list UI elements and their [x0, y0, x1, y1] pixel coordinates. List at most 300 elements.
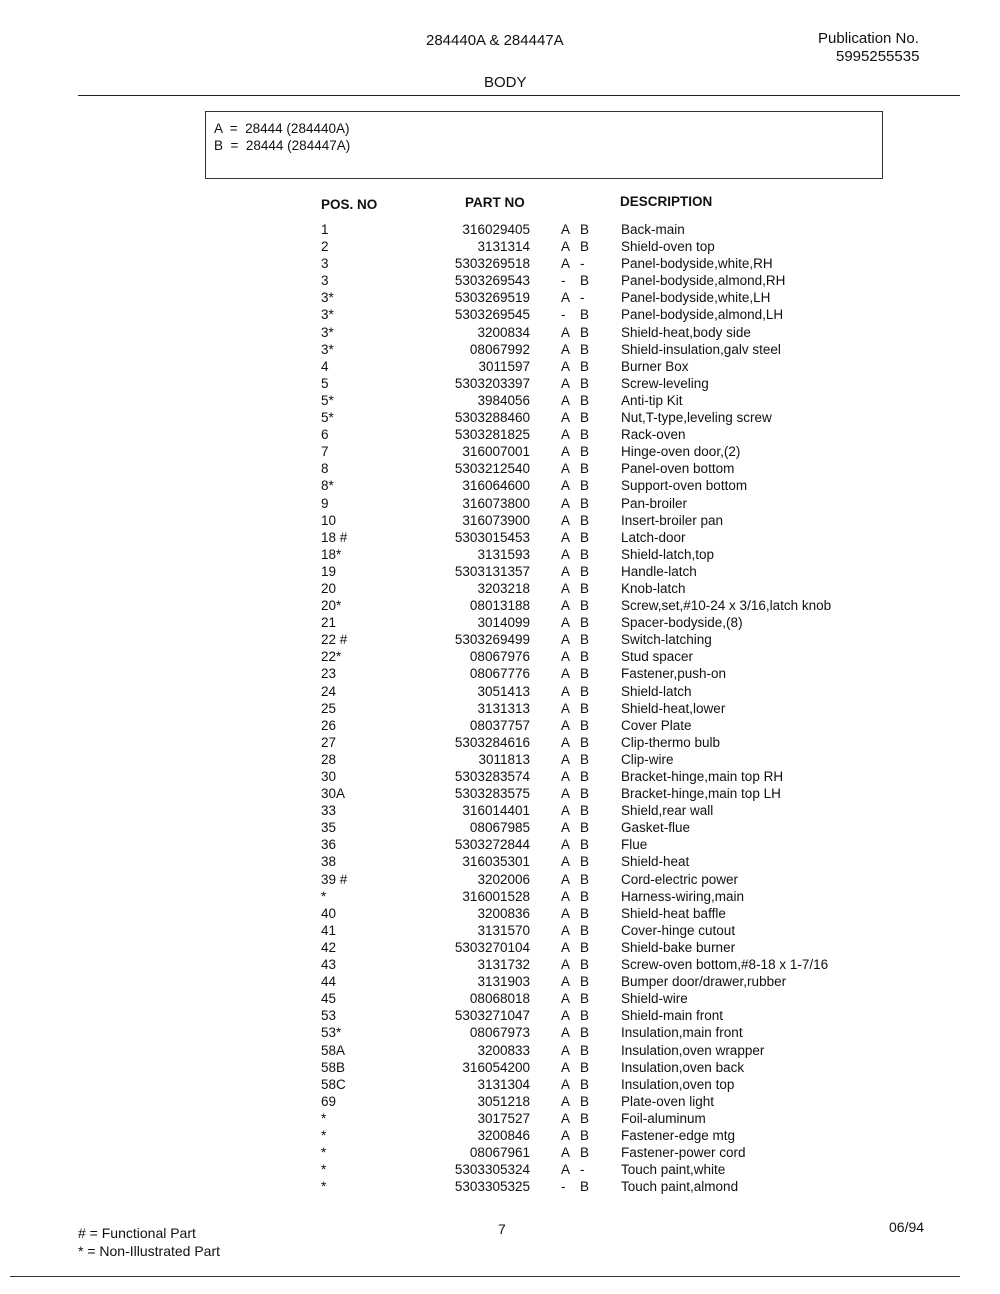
description-cell: Bracket-hinge,main top LH — [621, 786, 781, 802]
description-cell: Screw-oven bottom,#8-18 x 1-7/16 — [621, 957, 829, 973]
model-b-cell: B — [580, 495, 590, 511]
part-number-cell: 5303212540 — [454, 461, 530, 477]
model-a-cell: A — [561, 769, 571, 784]
model-a-cell: A — [561, 1145, 571, 1161]
pos-cell: 58C — [321, 1076, 346, 1092]
model-b-cell: B — [580, 991, 590, 1007]
revision-date: 06/94 — [889, 1219, 925, 1235]
model-b-cell: B — [580, 546, 590, 562]
model-b-cell: B — [580, 580, 590, 596]
model-b-cell: B — [580, 939, 590, 955]
part-number-cell: 3200836 — [477, 905, 530, 921]
model-a-cell: A — [561, 478, 571, 494]
model-a-cell: A — [561, 888, 571, 904]
pos-cell: 26 — [321, 717, 337, 733]
table-row — [0, 478, 1000, 495]
table-row — [0, 889, 1000, 906]
table-row — [0, 1111, 1000, 1128]
pos-cell: 39 # — [321, 871, 348, 887]
pos-cell: 20* — [321, 598, 342, 614]
pos-cell: 33 — [321, 803, 337, 819]
model-a-cell: A — [561, 734, 571, 750]
table-row — [0, 598, 1000, 615]
description-cell: Knob-latch — [621, 580, 686, 596]
part-number-cell: 08067992 — [469, 341, 530, 357]
model-a-cell: A — [561, 666, 571, 682]
description-cell: Fastener-edge mtg — [621, 1127, 736, 1143]
description-cell: Panel-bodyside,white,LH — [621, 290, 771, 306]
model-a-cell: A — [561, 598, 571, 614]
description-cell: Latch-door — [621, 529, 686, 545]
table-row — [0, 769, 1000, 786]
description-cell: Stud spacer — [621, 649, 694, 665]
pos-cell: * — [321, 1179, 327, 1195]
description-cell: Panel-bodyside,almond,LH — [621, 307, 784, 323]
pos-cell: 1 — [321, 222, 329, 237]
part-number-cell: 3017527 — [477, 1110, 530, 1126]
description-cell: Insert-broiler pan — [621, 512, 724, 528]
table-row — [0, 1145, 1000, 1162]
pos-cell: 10 — [321, 512, 337, 528]
description-cell: Panel-bodyside,white,RH — [621, 256, 773, 272]
table-row — [0, 735, 1000, 752]
part-number-cell: 5303269543 — [454, 273, 530, 289]
pos-cell: 22* — [321, 649, 342, 665]
table-row — [0, 307, 1000, 324]
part-number-cell: 3200846 — [477, 1127, 530, 1143]
pos-cell: 3* — [321, 290, 334, 306]
pos-cell: 25 — [321, 700, 337, 716]
model-a-cell: A — [561, 563, 571, 579]
part-number-cell: 3131313 — [477, 700, 530, 716]
description-cell: Spacer-bodyside,(8) — [621, 615, 743, 631]
description-cell: Plate-oven light — [621, 1093, 715, 1109]
pos-cell: 53 — [321, 1008, 337, 1024]
table-row — [0, 957, 1000, 974]
part-number-cell: 3200833 — [477, 1042, 530, 1058]
model-a-cell: A — [561, 239, 571, 255]
description-cell: Clip-thermo bulb — [621, 734, 721, 750]
model-a-cell: A — [561, 461, 571, 477]
model-b-cell: B — [580, 683, 590, 699]
model-a-cell: A — [561, 1059, 571, 1075]
description-cell: Touch paint,almond — [621, 1179, 739, 1195]
footnote-non-illustrated: * = Non-Illustrated Part — [78, 1243, 221, 1259]
pos-cell: 21 — [321, 615, 337, 631]
pos-cell: 69 — [321, 1093, 337, 1109]
model-a-cell: A — [561, 751, 571, 767]
pos-cell: 28 — [321, 751, 337, 767]
table-row — [0, 496, 1000, 513]
pos-cell: 3 — [321, 256, 329, 272]
model-b-cell: B — [580, 375, 590, 391]
legend-line-b: B = 28444 (284447A) — [214, 138, 351, 153]
part-number-cell: 5303015453 — [454, 529, 530, 545]
part-number-cell: 5303269518 — [454, 256, 530, 272]
description-cell: Insulation,oven top — [621, 1076, 735, 1092]
model-b-cell: B — [580, 803, 590, 819]
pos-cell: 22 # — [321, 632, 348, 648]
part-number-cell: 316007001 — [462, 444, 530, 460]
model-b-cell: B — [580, 1008, 590, 1024]
part-number-cell: 5303269545 — [454, 307, 530, 323]
section-title: BODY — [484, 74, 527, 91]
model-b-cell: B — [580, 786, 590, 802]
pos-cell: 6 — [321, 427, 329, 443]
page-number: 7 — [498, 1221, 506, 1237]
part-number-cell: 5303305324 — [454, 1162, 530, 1178]
model-b-cell: B — [580, 273, 590, 289]
model-b-cell: B — [580, 1025, 590, 1041]
model-b-cell: B — [580, 905, 590, 921]
column-header-pos: POS. NO — [321, 197, 378, 212]
model-a-cell: A — [561, 1127, 571, 1143]
pos-cell: 5* — [321, 410, 334, 426]
description-cell: Panel-bodyside,almond,RH — [621, 273, 786, 289]
model-a-cell: A — [561, 1110, 571, 1126]
part-number-cell: 5303284616 — [454, 734, 530, 750]
part-number-cell: 3131903 — [477, 974, 530, 990]
table-row — [0, 684, 1000, 701]
part-number-cell: 3203218 — [477, 580, 530, 596]
table-row — [0, 325, 1000, 342]
model-b-cell: B — [580, 598, 590, 614]
description-cell: Switch-latching — [621, 632, 712, 648]
model-a-cell: A — [561, 1162, 571, 1178]
model-b-cell: B — [580, 666, 590, 682]
model-a-cell: A — [561, 222, 571, 237]
description-cell: Flue — [621, 837, 648, 853]
model-a-cell: A — [561, 410, 571, 426]
table-row — [0, 1162, 1000, 1179]
model-b-cell: B — [580, 700, 590, 716]
model-a-cell: A — [561, 957, 571, 973]
description-cell: Hinge-oven door,(2) — [621, 444, 741, 460]
model-b-cell: B — [580, 1093, 590, 1109]
pos-cell: * — [321, 1145, 327, 1161]
model-b-cell: B — [580, 307, 590, 323]
model-a-cell: A — [561, 1025, 571, 1041]
part-number-cell: 5303305325 — [454, 1179, 530, 1195]
model-a-cell: A — [561, 392, 571, 408]
part-number-cell: 08067973 — [469, 1025, 530, 1041]
pos-cell: 5* — [321, 392, 334, 408]
model-a-cell: A — [561, 444, 571, 460]
table-row — [0, 410, 1000, 427]
pos-cell: 53* — [321, 1025, 342, 1041]
table-row — [0, 376, 1000, 393]
pos-cell: 40 — [321, 905, 337, 921]
model-a-cell: A — [561, 837, 571, 853]
description-cell: Shield-heat,body side — [621, 324, 751, 340]
model-a-cell: A — [561, 632, 571, 648]
description-cell: Screw-leveling — [621, 375, 709, 391]
pos-cell: 36 — [321, 837, 337, 853]
pos-cell: 27 — [321, 734, 337, 750]
table-row — [0, 923, 1000, 940]
pos-cell: 45 — [321, 991, 337, 1007]
model-b-cell: B — [580, 358, 590, 374]
part-number-cell: 5303283575 — [454, 786, 530, 802]
model-b-cell: B — [580, 1110, 590, 1126]
model-b-cell: B — [580, 717, 590, 733]
part-number-cell: 5303269519 — [454, 290, 530, 306]
model-b-cell: B — [580, 392, 590, 408]
model-b-cell: B — [580, 341, 590, 357]
model-b-cell: B — [580, 1145, 590, 1161]
description-cell: Fastener-power cord — [621, 1145, 746, 1161]
table-row — [0, 718, 1000, 735]
table-row — [0, 666, 1000, 683]
publication-number: 5995255535 — [836, 48, 920, 65]
table-row — [0, 359, 1000, 376]
model-b-cell: B — [580, 1076, 590, 1092]
description-cell: Shield-main front — [621, 1008, 724, 1024]
pos-cell: 24 — [321, 683, 337, 699]
table-row — [0, 1128, 1000, 1145]
table-row — [0, 854, 1000, 871]
pos-cell: 43 — [321, 957, 337, 973]
model-b-cell: B — [580, 1042, 590, 1058]
part-number-cell: 5303281825 — [454, 427, 530, 443]
model-a-cell: A — [561, 1076, 571, 1092]
table-row — [0, 256, 1000, 273]
table-row — [0, 872, 1000, 889]
part-number-cell: 316035301 — [462, 854, 530, 870]
description-cell: Cover Plate — [621, 717, 692, 733]
part-number-cell: 3984056 — [477, 392, 530, 408]
model-b-cell: B — [580, 1127, 590, 1143]
table-row — [0, 1043, 1000, 1060]
description-cell: Shield-oven top — [621, 239, 715, 255]
model-b-cell: B — [580, 615, 590, 631]
description-cell: Cord-electric power — [621, 871, 739, 887]
model-b-cell: B — [580, 871, 590, 887]
model-a-cell: A — [561, 324, 571, 340]
part-number-cell: 08013188 — [469, 598, 530, 614]
table-row — [0, 530, 1000, 547]
model-b-cell: B — [580, 974, 590, 990]
part-number-cell: 5303271047 — [454, 1008, 530, 1024]
description-cell: Nut,T-type,leveling screw — [621, 410, 772, 426]
pos-cell: 4 — [321, 358, 329, 374]
model-a-cell: A — [561, 427, 571, 443]
table-row — [0, 461, 1000, 478]
model-a-cell: A — [561, 529, 571, 545]
model-b-cell: B — [580, 888, 590, 904]
footnote-functional: # = Functional Part — [78, 1225, 196, 1241]
model-b-cell: B — [580, 324, 590, 340]
part-number-cell: 316029405 — [462, 222, 530, 237]
part-number-cell: 3202006 — [477, 871, 530, 887]
part-number-cell: 3014099 — [477, 615, 530, 631]
description-cell: Insulation,oven wrapper — [621, 1042, 765, 1058]
header-divider — [78, 95, 960, 96]
pos-cell: 3 — [321, 273, 329, 289]
model-b-cell: B — [580, 563, 590, 579]
model-a-cell: A — [561, 546, 571, 562]
table-row — [0, 837, 1000, 854]
column-header-part: PART NO — [465, 195, 525, 210]
description-cell: Burner Box — [621, 358, 689, 374]
description-cell: Back-main — [621, 222, 685, 237]
part-number-cell: 08067776 — [469, 666, 530, 682]
part-number-cell: 3131570 — [477, 922, 530, 938]
pos-cell: 58A — [321, 1042, 346, 1058]
model-a-cell: A — [561, 580, 571, 596]
model-a-cell: A — [561, 786, 571, 802]
description-cell: Shield-wire — [621, 991, 688, 1007]
part-number-cell: 08037757 — [469, 717, 530, 733]
part-number-cell: 3011597 — [478, 358, 530, 374]
table-row — [0, 1008, 1000, 1025]
pos-cell: 7 — [321, 444, 329, 460]
part-number-cell: 316073800 — [462, 495, 530, 511]
description-cell: Gasket-flue — [621, 820, 691, 836]
part-number-cell: 5303203397 — [454, 375, 530, 391]
part-number-cell: 316014401 — [462, 803, 530, 819]
model-b-cell: B — [580, 751, 590, 767]
part-number-cell: 5303270104 — [454, 939, 530, 955]
table-row — [0, 393, 1000, 410]
model-b-cell: B — [580, 837, 590, 853]
description-cell: Handle-latch — [621, 563, 697, 579]
pos-cell: 58B — [321, 1059, 346, 1075]
table-row — [0, 547, 1000, 564]
part-number-cell: 08067961 — [469, 1145, 530, 1161]
parts-list — [0, 222, 1000, 1196]
pos-cell: 3* — [321, 307, 334, 323]
model-b-cell: B — [580, 769, 590, 784]
pos-cell: 23 — [321, 666, 337, 682]
table-row — [0, 273, 1000, 290]
model-b-cell: B — [580, 410, 590, 426]
model-a-cell: A — [561, 683, 571, 699]
table-row — [0, 1179, 1000, 1196]
description-cell: Panel-oven bottom — [621, 461, 735, 477]
model-b-cell: B — [580, 461, 590, 477]
publication-label: Publication No. — [818, 30, 919, 47]
model-b-cell: B — [580, 734, 590, 750]
model-a-cell: A — [561, 717, 571, 733]
part-number-cell: 08067985 — [469, 820, 530, 836]
table-row — [0, 974, 1000, 991]
model-b-cell: B — [580, 820, 590, 836]
model-a-cell: A — [561, 854, 571, 870]
part-number-cell: 08067976 — [469, 649, 530, 665]
pos-cell: 2 — [321, 239, 329, 255]
part-number-cell: 3131314 — [477, 239, 530, 255]
part-number-cell: 3131304 — [477, 1076, 530, 1092]
model-a-cell: A — [561, 1093, 571, 1109]
pos-cell: 8 — [321, 461, 329, 477]
part-number-cell: 5303272844 — [454, 837, 530, 853]
part-number-cell: 316054200 — [462, 1059, 530, 1075]
pos-cell: 8* — [321, 478, 334, 494]
description-cell: Insulation,oven back — [621, 1059, 745, 1075]
model-title: 284440A & 284447A — [426, 32, 564, 49]
model-b-cell: B — [580, 444, 590, 460]
part-number-cell: 5303283574 — [454, 769, 530, 784]
model-b-cell: B — [580, 239, 590, 255]
model-b-cell: B — [580, 1059, 590, 1075]
description-cell: Fastener,push-on — [621, 666, 727, 682]
model-a-cell: A — [561, 290, 571, 306]
pos-cell: 18 # — [321, 529, 348, 545]
model-a-cell: A — [561, 871, 571, 887]
table-row — [0, 427, 1000, 444]
part-number-cell: 3051218 — [477, 1093, 530, 1109]
pos-cell: 20 — [321, 580, 337, 596]
table-row — [0, 239, 1000, 256]
model-b-cell: B — [580, 854, 590, 870]
description-cell: Shield-bake burner — [621, 939, 736, 955]
model-a-cell: - — [561, 1179, 566, 1195]
description-cell: Insulation,main front — [621, 1025, 743, 1041]
table-row — [0, 786, 1000, 803]
description-cell: Cover-hinge cutout — [621, 922, 736, 938]
model-b-cell: - — [580, 256, 585, 272]
description-cell: Foil-aluminum — [621, 1110, 706, 1126]
pos-cell: * — [321, 1127, 327, 1143]
part-number-cell: 3131593 — [477, 546, 530, 562]
table-row — [0, 1060, 1000, 1077]
model-b-cell: B — [580, 512, 590, 528]
pos-cell: 35 — [321, 820, 337, 836]
description-cell: Shield-latch — [621, 683, 692, 699]
table-row — [0, 1077, 1000, 1094]
model-b-cell: B — [580, 922, 590, 938]
model-a-cell: A — [561, 803, 571, 819]
part-number-cell: 316073900 — [462, 512, 530, 528]
part-number-cell: 5303269499 — [454, 632, 530, 648]
footer-divider — [10, 1276, 960, 1277]
model-a-cell: - — [561, 273, 566, 289]
pos-cell: 42 — [321, 939, 337, 955]
model-a-cell: A — [561, 991, 571, 1007]
description-cell: Rack-oven — [621, 427, 686, 443]
description-cell: Bracket-hinge,main top RH — [621, 769, 784, 784]
description-cell: Shield-latch,top — [621, 546, 715, 562]
description-cell: Shield-insulation,galv steel — [621, 341, 781, 357]
pos-cell: 18* — [321, 546, 342, 562]
model-b-cell: B — [580, 1179, 590, 1195]
table-row — [0, 906, 1000, 923]
pos-cell: * — [321, 1162, 327, 1178]
model-b-cell: B — [580, 957, 590, 973]
pos-cell: 30 — [321, 769, 337, 784]
model-a-cell: A — [561, 939, 571, 955]
model-a-cell: A — [561, 700, 571, 716]
pos-cell: 19 — [321, 563, 337, 579]
model-a-cell: A — [561, 512, 571, 528]
description-cell: Screw,set,#10-24 x 3/16,latch knob — [621, 598, 832, 614]
pos-cell: 44 — [321, 974, 337, 990]
legend-line-a: A = 28444 (284440A) — [214, 121, 350, 136]
pos-cell: 3* — [321, 324, 334, 340]
pos-cell: 41 — [321, 922, 337, 938]
table-row — [0, 615, 1000, 632]
part-number-cell: 3131732 — [477, 957, 530, 973]
description-cell: Clip-wire — [621, 751, 674, 767]
model-a-cell: A — [561, 495, 571, 511]
description-cell: Pan-broiler — [621, 495, 688, 511]
table-row — [0, 342, 1000, 359]
model-b-cell: B — [580, 632, 590, 648]
part-number-cell: 3200834 — [477, 324, 530, 340]
model-b-cell: B — [580, 427, 590, 443]
table-row — [0, 1094, 1000, 1111]
